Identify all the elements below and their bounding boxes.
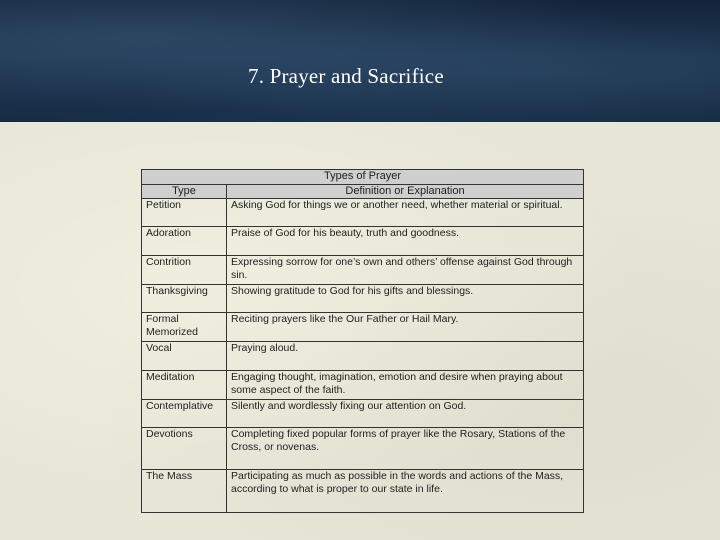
cell-type: The Mass (142, 470, 227, 513)
cell-definition: Participating as much as possible in the words and actions of the Mass, according to what is proper to our state in life. (227, 470, 584, 513)
slide-header-banner (0, 0, 720, 122)
table-caption: Types of Prayer (142, 170, 584, 185)
cell-type: Contemplative (142, 400, 227, 428)
cell-definition: Praying aloud. (227, 342, 584, 371)
cell-type: Vocal (142, 342, 227, 371)
cell-type: Meditation (142, 371, 227, 400)
table-row (142, 285, 584, 313)
cell-definition: Reciting prayers like the Our Father or Hail Mary. (227, 313, 584, 342)
table-row (142, 256, 584, 285)
cell-definition: Asking God for things we or another need, whether material or spiritual. (227, 199, 584, 227)
cell-type: Formal Memorized (142, 313, 227, 342)
cell-type: Devotions (142, 428, 227, 470)
table-row (142, 313, 584, 342)
cell-type: Petition (142, 199, 227, 227)
cell-type: Contrition (142, 256, 227, 285)
table-row (142, 227, 584, 256)
table-row (142, 470, 584, 513)
cell-definition: Completing fixed popular forms of prayer like the Rosary, Stations of the Cross, or novenas. (227, 428, 584, 470)
table-row (142, 199, 584, 227)
cell-definition: Showing gratitude to God for his gifts and blessings. (227, 285, 584, 313)
types-of-prayer-table (141, 169, 584, 513)
cell-definition: Praise of God for his beauty, truth and goodness. (227, 227, 584, 256)
cell-definition: Engaging thought, imagination, emotion and desire when praying about some aspect of the faith. (227, 371, 584, 400)
cell-type: Adoration (142, 227, 227, 256)
slide-title: 7. Prayer and Sacrifice (248, 64, 444, 88)
table-row (142, 342, 584, 371)
column-header-definition: Definition or Explanation (227, 185, 584, 199)
cell-definition: Silently and wordlessly fixing our attention on God. (227, 400, 584, 428)
table-row (142, 400, 584, 428)
cell-type: Thanksgiving (142, 285, 227, 313)
table-row (142, 371, 584, 400)
cell-definition: Expressing sorrow for one’s own and others’ offense against God through sin. (227, 256, 584, 285)
column-header-type: Type (142, 185, 227, 199)
table-row (142, 428, 584, 470)
